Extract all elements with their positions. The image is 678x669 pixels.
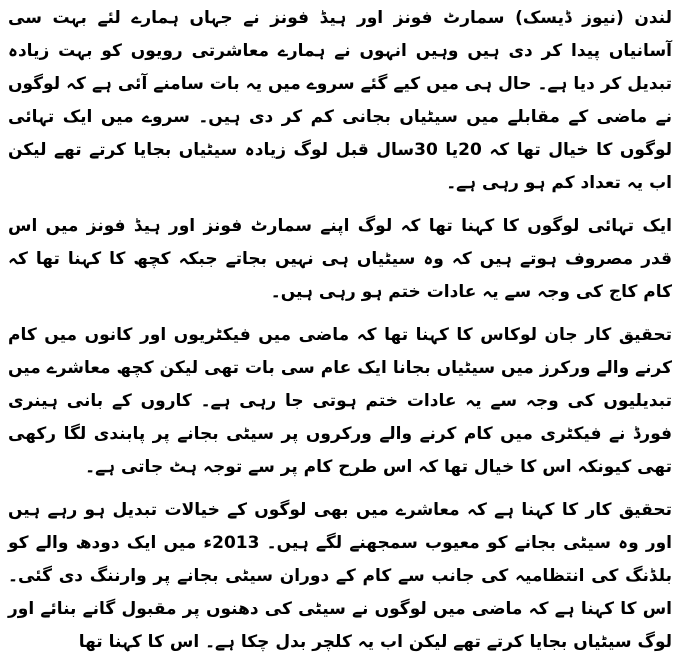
- paragraph: لندن (نیوز ڈیسک) سمارٹ فونز اور ہیڈ فونز نے جہاں ہمارے لئے بہت سی آسانیاں پیدا کر دی ہیں وہیں انہوں نے ہمارے معاشرتی رویوں کو بہت زیادہ تبدیل کر دیا ہے۔ حال ہی میں کیے گئے سروے میں یہ بات سامنے آئی ہے کہ لوگوں نے ماضی کے مقابلے میں سیٹیاں بجانی کم کر دی ہیں۔ سروے میں ایک تہائی لوگوں کا خیال تھا کہ 20یا 30سال قبل لوگ زیادہ سیٹیاں بجایا کرتے تھے لیکن اب یہ تعداد کم ہو رہی ہے۔: [8, 8, 673, 193]
- article-body: [8, 2, 672, 669]
- paragraph: تحقیق کار کا کہنا ہے کہ معاشرے میں بھی لوگوں کے خیالات تبدیل ہو رہے ہیں اور وہ سیٹی بجانے کو معیوب سمجھنے لگے ہیں۔ 2013ء میں ایک دودھ والے کو بلڈنگ کی انتظامیہ کی جانب سے کام کے دوران سیٹی بجانے پر وارننگ دی گئی۔ اس کا کہنا ہے کہ ماضی میں لوگوں نے سیٹی کی دھنوں پر مقبول گانے بنائے اور لوگ سیٹیاں بجایا کرتے تھے لیکن اب یہ کلچر بدل چکا ہے۔ اس کا کہنا تھا: [8, 500, 673, 652]
- paragraph: تحقیق کار جان لوکاس کا کہنا تھا کہ ماضی میں فیکٹریوں اور کانوں میں کام کرنے والے ورکرز میں سیٹیاں بجانا ایک عام سی بات تھی لیکن کچھ معاشرے میں تبدیلیوں کی وجہ سے یہ عادات ختم ہوتی جا رہی ہے۔ کاروں کے بانی ہینری فورڈ نے فیکٹری میں کام کرنے والے ورکروں پر سیٹی بجانے پر پابندی لگا رکھی تھی کیونکہ اس کا خیال تھا کہ اس طرح کام پر سے توجہ ہٹ جاتی ہے۔: [8, 325, 672, 477]
- paragraph: ایک تہائی لوگوں کا کہنا تھا کہ لوگ اپنے سمارٹ فونز اور ہیڈ فونز میں اس قدر مصروف ہوتے ہیں کہ وہ سیٹیاں ہی نہیں بجاتے جبکہ کچھ کا کہنا تھا کہ کام کاج کی وجہ سے یہ عادات ختم ہو رہی ہیں۔: [8, 216, 672, 302]
